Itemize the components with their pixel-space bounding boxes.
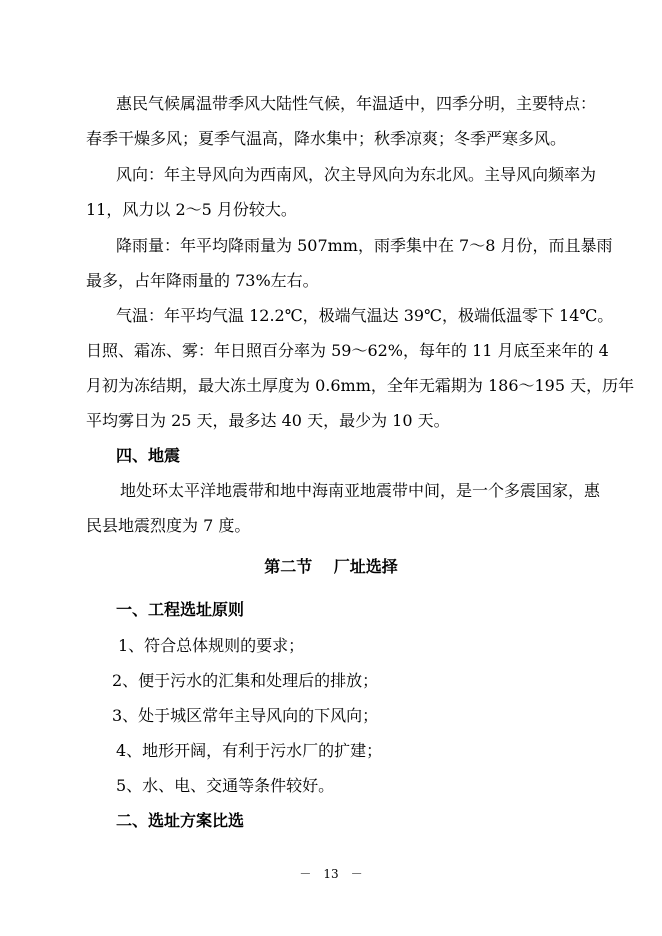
earthquake-heading: 四、地震 <box>116 446 181 465</box>
principle-item: 2、便于污水的汇集和处理后的排放； <box>112 671 379 690</box>
principle-item: 3、处于城区常年主导风向的下风向； <box>112 706 379 725</box>
section-title: 第二节 厂址选择 <box>264 557 398 576</box>
principle-item: 5、水、电、交通等条件较好。 <box>116 776 335 795</box>
principle-item: 4、地形开阔，有利于污水厂的扩建； <box>116 741 383 760</box>
site-comparison-heading: 二、选址方案比选 <box>116 811 245 830</box>
temperature-paragraph-line: 气温：年平均气温 12.2℃，极端气温达 39℃，极端低温零下 14℃。 <box>116 306 614 325</box>
earthquake-paragraph-line: 民县地震烈度为 7 度。 <box>86 516 251 535</box>
earthquake-paragraph-line: 地处环太平洋地震带和地中海南亚地震带中间，是一个多震国家，惠 <box>120 481 601 500</box>
sunshine-paragraph-line: 平均雾日为 25 天，最多达 40 天，最少为 10 天。 <box>86 411 450 430</box>
wind-paragraph-line: 11，风力以 2～5 月份较大。 <box>86 200 297 219</box>
wind-paragraph-line: 风向：年主导风向为西南风，次主导风向为东北风。主导风向频率为 <box>116 165 597 184</box>
principle-item: 1、符合总体规则的要求； <box>118 636 305 655</box>
rain-paragraph-line: 降雨量：年平均降雨量为 507mm，雨季集中在 7～8 月份，而且暴雨 <box>116 236 613 255</box>
climate-paragraph-line: 春季干燥多风；夏季气温高，降水集中；秋季凉爽；冬季严寒多风。 <box>86 129 567 148</box>
sunshine-paragraph-line: 日照、霜冻、雾：年日照百分率为 59～62%，每年的 11 月底至来年的 4 <box>86 341 609 360</box>
climate-paragraph-line: 惠民气候属温带季风大陆性气候，年温适中，四季分明，主要特点： <box>116 94 597 113</box>
page-number: － 13 － <box>299 867 363 881</box>
sunshine-paragraph-line: 月初为冻结期，最大冻土厚度为 0.6mm，全年无霜期为 186～195 天，历年 <box>86 376 635 395</box>
site-principles-heading: 一、工程选址原则 <box>116 600 245 619</box>
rain-paragraph-line: 最多，占年降雨量的 73%左右。 <box>86 271 319 290</box>
